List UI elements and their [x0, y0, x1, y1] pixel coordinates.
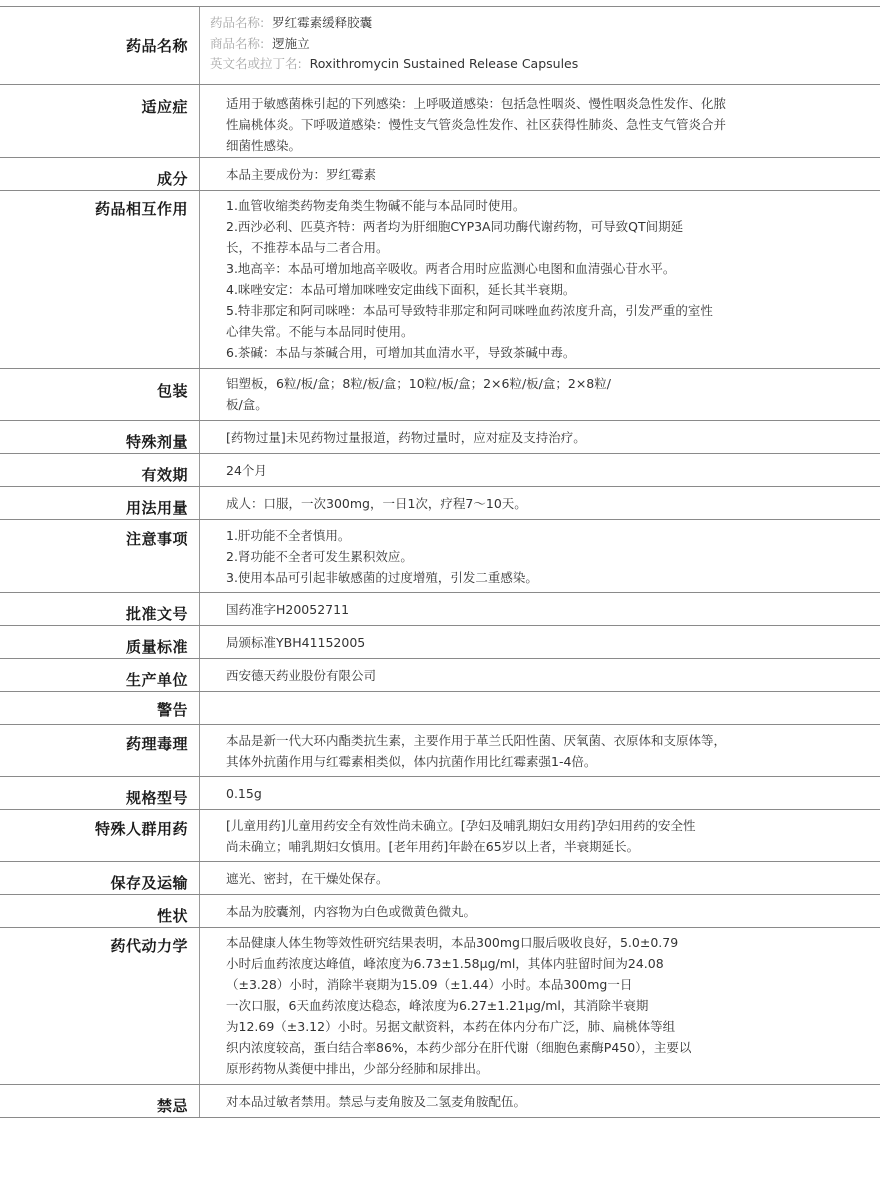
text-line: 适用于敏感菌株引起的下列感染：上呼吸道感染：包括急性咽炎、慢性咽炎急性发作、化脓 [226, 96, 727, 111]
generic-name-line [210, 13, 820, 34]
text-line: 2.肾功能不全者可发生累积效应。 [226, 549, 413, 564]
text-line: 性扁桃体炎。下呼吸道感染：慢性支气管炎急性发作、社区获得性肺炎、急性支气管炎合并 [226, 117, 727, 132]
text-line: 长，不推荐本品与二者合用。 [226, 240, 389, 255]
row-value: 对本品过敏者禁用。禁忌与麦角胺及二氢麦角胺配伍。 [226, 1094, 527, 1109]
row-pharmacology [0, 725, 880, 777]
english-name: Roxithromycin Sustained Release Capsules [309, 56, 579, 71]
row-value [200, 191, 880, 368]
text-line: （±3.28）小时，消除半衰期为15.09（±1.44）小时。本品300mg一日 [226, 977, 633, 992]
row-label: 有效期 [0, 454, 200, 486]
row-quality-standard [0, 626, 880, 659]
row-indications [0, 85, 880, 158]
text-line: 一次口服，6天血药浓度达稳态，峰浓度为6.27±1.21μg/ml，其消除半衰期 [226, 998, 649, 1013]
row-label: 特殊剂量 [0, 421, 200, 453]
text-line: 3.地高辛：本品可增加地高辛吸收。两者合用时应监测心电图和血清强心苷水平。 [226, 261, 676, 276]
row-label: 警告 [0, 692, 200, 724]
row-value: 本品主要成份为：罗红霉素 [226, 167, 377, 182]
row-pharmacokinetics [0, 928, 880, 1085]
text-line: 1.肝功能不全者慎用。 [226, 528, 351, 543]
row-label: 适应症 [0, 85, 200, 157]
row-value [200, 810, 880, 861]
row-value: 24个月 [226, 463, 267, 478]
text-line: 原形药物从粪便中排出，少部分经肺和尿排出。 [226, 1061, 489, 1076]
row-special-dosage [0, 421, 880, 454]
row-label: 保存及运输 [0, 862, 200, 894]
row-warning [0, 692, 880, 725]
text-line: 板/盒。 [226, 397, 268, 412]
row-specification [0, 777, 880, 810]
text-line: 4.咪唑安定：本品可增加咪唑安定曲线下面积，延长其半衰期。 [226, 282, 576, 297]
text-line: 其体外抗菌作用与红霉素相类似，体内抗菌作用比红霉素强1-4倍。 [226, 754, 597, 769]
trade-name-line [210, 34, 820, 55]
row-contraindications [0, 1085, 880, 1118]
text-line: 为12.69（±3.12）小时。另据文献资料，本药在体内分布广泛，肺、扁桃体等组 [226, 1019, 676, 1034]
drug-info-table [0, 6, 880, 1118]
row-value: 局颁标准YBH41152005 [226, 635, 366, 650]
row-packaging [0, 369, 880, 421]
row-ingredients [0, 158, 880, 191]
row-value: 本品为胶囊剂，内容物为白色或微黄色微丸。 [226, 904, 477, 919]
text-line: 尚未确立；哺乳期妇女慎用。[老年用药]年龄在65岁以上者，半衰期延长。 [226, 839, 640, 854]
row-value: 西安德天药业股份有限公司 [226, 668, 377, 683]
text-line: 6.茶碱：本品与茶碱合用，可增加其血清水平，导致茶碱中毒。 [226, 345, 576, 360]
row-value [200, 725, 880, 776]
text-line: 小时后血药浓度达峰值，峰浓度为6.73±1.58μg/ml，其体内驻留时间为24.08 [226, 956, 664, 971]
row-label: 药品名称 [0, 7, 200, 84]
row-label: 药代动力学 [0, 928, 200, 1084]
row-value: 成人：口服，一次300mg，一日1次，疗程7～10天。 [226, 496, 527, 511]
row-label: 禁忌 [0, 1085, 200, 1117]
row-label: 包装 [0, 369, 200, 420]
row-label: 生产单位 [0, 659, 200, 691]
row-description [0, 895, 880, 928]
text-line: 心律失常。不能与本品同时使用。 [226, 324, 414, 339]
row-precautions [0, 520, 880, 593]
row-label: 注意事项 [0, 520, 200, 592]
row-value: [药物过量]未见药物过量报道，药物过量时，应对症及支持治疗。 [226, 430, 586, 445]
text-line: 铝塑板，6粒/板/盒；8粒/板/盒；10粒/板/盒；2×6粒/板/盒；2×8粒/ [226, 376, 611, 391]
row-approval-number [0, 593, 880, 626]
row-value [200, 7, 880, 84]
row-value [200, 520, 880, 592]
row-drug-names [0, 7, 880, 85]
text-line: 本品是新一代大环内酯类抗生素，主要作用于革兰氏阳性菌、厌氧菌、衣原体和支原体等， [226, 733, 727, 748]
row-label: 用法用量 [0, 487, 200, 519]
text-line: 5.特非那定和阿司咪唑：本品可导致特非那定和阿司咪唑血药浓度升高，引发严重的室性 [226, 303, 713, 318]
row-label: 成分 [0, 158, 200, 190]
row-label: 质量标准 [0, 626, 200, 658]
row-label: 特殊人群用药 [0, 810, 200, 861]
text-line: [儿童用药]儿童用药安全有效性尚未确立。[孕妇及哺乳期妇女用药]孕妇用药的安全性 [226, 818, 696, 833]
row-label: 性状 [0, 895, 200, 927]
row-interactions [0, 191, 880, 369]
text-line: 2.西沙必利、匹莫齐特：两者均为肝细胞CYP3A同功酶代谢药物，可导致QT间期延 [226, 219, 684, 234]
row-value: 国药准字H20052711 [226, 602, 350, 617]
row-validity [0, 454, 880, 487]
row-storage [0, 862, 880, 895]
row-value [200, 692, 880, 724]
text-line: 本品健康人体生物等效性研究结果表明，本品300mg口服后吸收良好，5.0±0.79 [226, 935, 679, 950]
text-line: 织内浓度较高，蛋白结合率86%，本药少部分在肝代谢（细胞色素酶P450），主要以 [226, 1040, 692, 1055]
row-value [200, 369, 880, 420]
row-special-groups [0, 810, 880, 862]
text-line: 3.使用本品可引起非敏感菌的过度增殖，引发二重感染。 [226, 570, 538, 585]
row-value [200, 85, 880, 157]
text-line: 细菌性感染。 [226, 138, 302, 153]
row-label: 规格型号 [0, 777, 200, 809]
generic-name-key: 药品名称: [210, 15, 265, 30]
row-value: 0.15g [226, 786, 262, 801]
row-value: 遮光、密封，在干燥处保存。 [226, 871, 389, 886]
text-line: 1.血管收缩类药物麦角类生物碱不能与本品同时使用。 [226, 198, 526, 213]
row-label: 批准文号 [0, 593, 200, 625]
row-label: 药品相互作用 [0, 191, 200, 368]
row-usage [0, 487, 880, 520]
english-name-line [210, 54, 820, 75]
trade-name-key: 商品名称: [210, 35, 265, 51]
row-value [200, 928, 880, 1084]
english-name-key: 英文名或拉丁名: [210, 56, 302, 71]
generic-name: 罗红霉素缓释胶囊 [272, 15, 373, 30]
row-manufacturer [0, 659, 880, 692]
row-label: 药理毒理 [0, 725, 200, 776]
trade-name: 逻施立 [272, 35, 310, 51]
